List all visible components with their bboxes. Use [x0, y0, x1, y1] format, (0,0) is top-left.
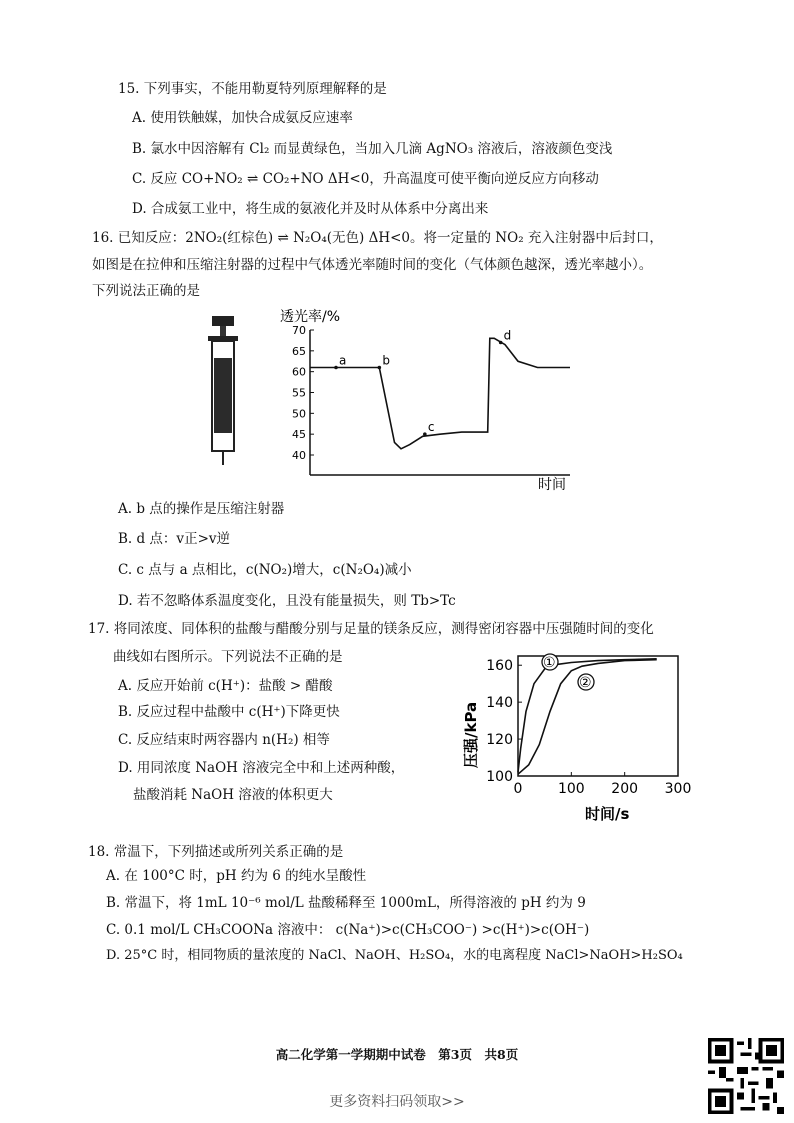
chart2-xlabel: 时间/s [585, 805, 630, 823]
chart2-ylabel: 压强/kPa [462, 701, 480, 768]
q15-option-d: D. 合成氨工业中，将生成的氨液化并及时从体系中分离出来 [132, 201, 489, 217]
chart2-xtick-label: 0 [513, 781, 523, 797]
chart1-ytick-label: 45 [292, 428, 306, 442]
promo-link[interactable]: 更多资料扫码领取>> [329, 1094, 465, 1110]
chart2-ytick-label: 160 [486, 658, 513, 675]
chart1-ytick-label: 55 [292, 386, 306, 400]
chart1-ylabel: 透光率/% [280, 309, 341, 325]
syringe-illustration [200, 313, 250, 468]
chart2-xtick-label: 100 [557, 781, 585, 797]
q17-option-b: B. 反应过程中盐酸中 c(H⁺)下降更快 [118, 704, 340, 720]
q18-option-a: A. 在 100°C 时，pH 约为 6 的纯水呈酸性 [106, 868, 367, 884]
q17-option-c: C. 反应结束时两容器内 n(H₂) 相等 [118, 732, 330, 748]
chart1-point-a [334, 366, 338, 370]
chart1-point-label-c: c [427, 420, 435, 435]
q17-option-d-cont: 盐酸消耗 NaOH 溶液的体积更大 [133, 787, 333, 803]
q17-stem-1: 17. 将同浓度、同体积的盐酸与醋酸分别与足量的镁条反应，测得密闭容器中压强随时间的变化 [88, 621, 654, 637]
chart1-ytick-label: 60 [292, 365, 306, 379]
chart2-ytick-label: 140 [486, 695, 513, 712]
chart1-ytick-label: 70 [292, 324, 306, 337]
chart2-ytick-label: 120 [486, 732, 513, 749]
q18-option-d: D. 25°C 时，相同物质的量浓度的 NaCl、NaOH、H₂SO₄，水的电离程度 NaCl>NaOH>H₂SO₄ [106, 948, 683, 963]
q16-stem-3: 下列说法正确的是 [92, 283, 200, 299]
chart1-ytick-label: 65 [292, 344, 306, 358]
chart1-xlabel: 时间 [538, 477, 566, 493]
qr-code[interactable] [708, 1037, 784, 1115]
q18-option-c: C. 0.1 mol/L CH₃COONa 溶液中： c(Na⁺)>c(CH₃COO⁻) >c(H⁺)>c(OH⁻) [106, 922, 590, 938]
pressure-chart [460, 648, 700, 823]
chart1-point-label-b: b [382, 353, 390, 368]
chart1-point-d [499, 341, 503, 345]
q15-option-a: A. 使用铁触媒，加快合成氨反应速率 [132, 110, 353, 126]
chart1-point-b [378, 366, 382, 370]
q18-option-b: B. 常温下，将 1mL 10⁻⁶ mol/L 盐酸稀释至 1000mL，所得溶液的 pH 约为 9 [106, 895, 586, 911]
q18-stem: 18. 常温下，下列描述或所列关系正确的是 [88, 844, 344, 860]
q17-option-a: A. 反应开始前 c(H⁺)：盐酸 > 醋酸 [118, 678, 333, 694]
q15-stem: 15. 下列事实，不能用勒夏特列原理解释的是 [118, 81, 387, 97]
chart1-ytick-label: 40 [292, 449, 306, 462]
q16-stem-1: 16. 已知反应：2NO₂(红棕色) ⇌ N₂O₄(无色) ΔH<0。将一定量的 NO₂ 充入注射器中后封口， [92, 230, 663, 246]
q16-option-d: D. 若不忽略体系温度变化，且没有能量损失，则 Tb>Tc [118, 593, 456, 609]
q15-option-b: B. 氯水中因溶解有 Cl₂ 而显黄绿色，当加入几滴 AgNO₃ 溶液后，溶液颜色变浅 [132, 141, 613, 157]
q16-stem-2: 如图是在拉伸和压缩注射器的过程中气体透光率随时间的变化（气体颜色越深，透光率越小）。 [92, 257, 653, 273]
q15-option-c: C. 反应 CO+NO₂ ⇌ CO₂+NO ΔH<0，升高温度可使平衡向逆反应方向移动 [132, 171, 599, 187]
chart2-series-2-label: ② [579, 675, 592, 691]
page-footer: 高二化学第一学期期中试卷 第3页 共8页 [275, 1047, 519, 1062]
chart2-xtick-label: 300 [664, 781, 692, 797]
transmittance-chart [270, 305, 590, 495]
chart1-series-line [310, 338, 570, 449]
chart1-ytick-label: 50 [292, 407, 306, 421]
chart2-xtick-label: 200 [611, 781, 639, 797]
chart1-point-label-d: d [503, 328, 512, 343]
q17-stem-2: 曲线如右图所示。下列说法不正确的是 [113, 649, 343, 665]
chart1-point-c [423, 432, 427, 436]
q16-option-c: C. c 点与 a 点相比，c(NO₂)增大，c(N₂O₄)减小 [118, 562, 412, 578]
chart1-point-label-a: a [339, 353, 347, 368]
chart2-ytick-label: 100 [486, 769, 513, 785]
q16-option-b: B. d 点：v正>v逆 [118, 531, 231, 547]
chart2-series-1-label: ① [543, 655, 556, 671]
q17-option-d: D. 用同浓度 NaOH 溶液完全中和上述两种酸， [118, 760, 405, 776]
q16-option-a: A. b 点的操作是压缩注射器 [118, 501, 285, 517]
